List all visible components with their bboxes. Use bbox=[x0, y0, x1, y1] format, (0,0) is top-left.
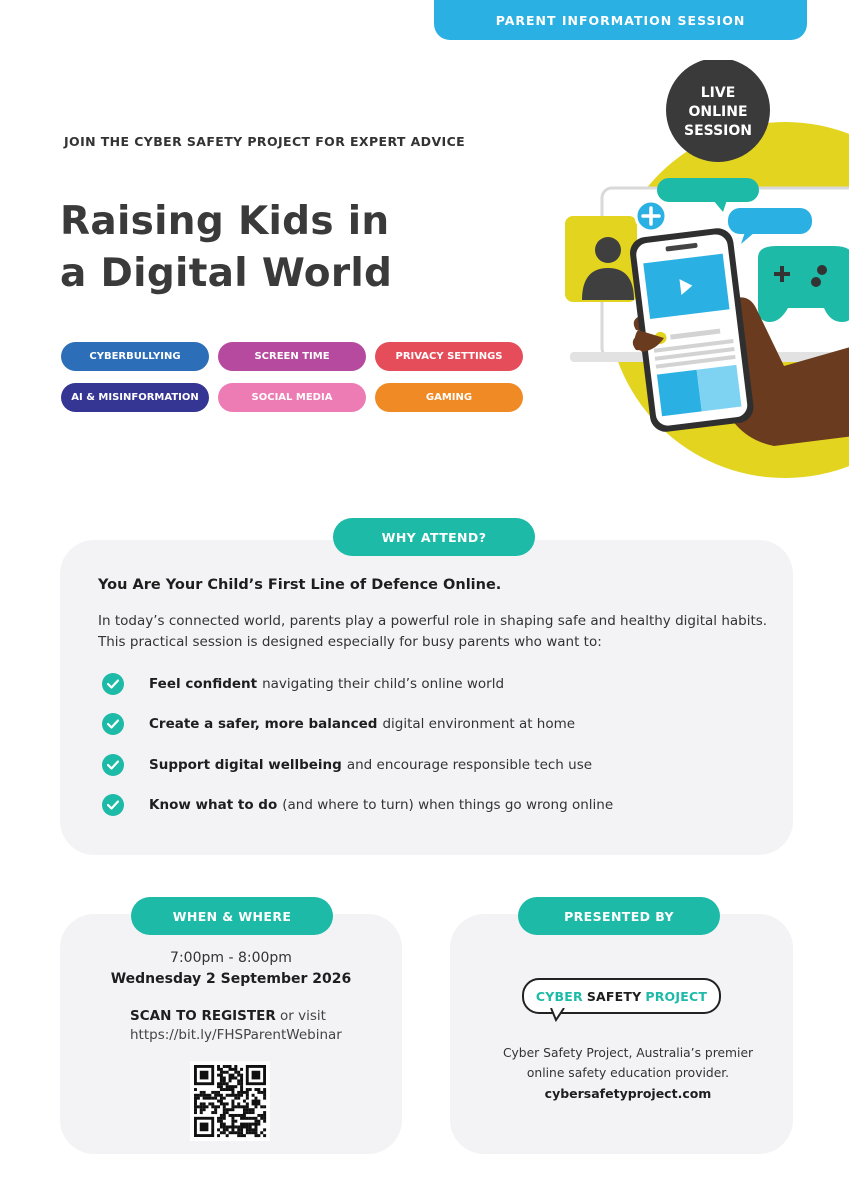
why-attend-label: WHY ATTEND? bbox=[333, 518, 535, 556]
benefit-text: digital environment at home bbox=[382, 716, 576, 732]
check-icon bbox=[102, 673, 124, 695]
benefit-item bbox=[102, 794, 613, 816]
logo-word-cyber: CYBER bbox=[535, 988, 583, 1004]
why-attend-title: You Are Your Child’s First Line of Defence Online. bbox=[98, 577, 502, 593]
or-visit-text: or visit bbox=[280, 1008, 326, 1024]
benefit-bold: Create a safer, more balanced bbox=[149, 716, 378, 732]
benefit-bold: Support digital wellbeing bbox=[149, 757, 342, 773]
when-where-label: WHEN & WHERE bbox=[131, 897, 333, 935]
user-icon bbox=[595, 237, 621, 263]
registration-qr-code[interactable] bbox=[190, 1061, 270, 1141]
live-badge-line-2: ONLINE bbox=[688, 104, 748, 120]
topic-tag-screen-time: SCREEN TIME bbox=[218, 342, 366, 371]
logo-word-project: PROJECT bbox=[645, 988, 708, 1004]
benefit-item bbox=[102, 754, 592, 776]
presenter-website-link[interactable]: cybersafetyproject.com bbox=[544, 1086, 712, 1101]
why-attend-intro: In today’s connected world, parents play a powerful role in shaping safe and healthy digital habits. This practical session is designed especially for busy parents who want to: bbox=[98, 613, 768, 650]
qr-finder-pattern bbox=[252, 1071, 261, 1080]
chat-bubble-blue bbox=[728, 208, 812, 234]
check-icon bbox=[102, 713, 124, 735]
presenter-description bbox=[450, 1043, 806, 1083]
topic-tag-gaming: GAMING bbox=[375, 383, 523, 412]
check-icon bbox=[102, 794, 124, 816]
benefit-text: navigating their child’s online world bbox=[262, 676, 505, 692]
register-link[interactable]: https://bit.ly/FHSParentWebinar bbox=[130, 1027, 342, 1043]
benefit-text: and encourage responsible tech use bbox=[346, 757, 593, 773]
logo-word-safety: SAFETY bbox=[586, 988, 642, 1004]
topic-tag-social-media: SOCIAL MEDIA bbox=[218, 383, 366, 412]
presented-by-card bbox=[450, 914, 793, 1154]
presenter-description-line-1: Cyber Safety Project, Australia’s premier bbox=[502, 1046, 754, 1060]
qr-finder-pattern bbox=[200, 1123, 209, 1132]
scan-to-register-text: SCAN TO REGISTER bbox=[130, 1008, 276, 1024]
topic-tag-cyberbullying: CYBERBULLYING bbox=[61, 342, 209, 371]
topic-tag-privacy-settings: PRIVACY SETTINGS bbox=[375, 342, 523, 371]
hero-illustration bbox=[560, 60, 849, 490]
page-title bbox=[60, 196, 440, 300]
live-badge-line-1: LIVE bbox=[700, 85, 736, 101]
benefit-item bbox=[102, 713, 575, 735]
eyebrow-text: JOIN THE CYBER SAFETY PROJECT FOR EXPERT ADVICE bbox=[64, 134, 466, 149]
qr-finder-pattern bbox=[200, 1071, 209, 1080]
benefit-item bbox=[102, 673, 504, 695]
register-instruction bbox=[130, 1008, 326, 1024]
benefit-bold: Know what to do bbox=[149, 797, 278, 813]
event-date: Wednesday 2 September 2026 bbox=[110, 971, 352, 987]
chat-bubble-teal bbox=[657, 178, 759, 202]
title-line-2: a Digital World bbox=[60, 251, 393, 296]
live-badge-line-3: SESSION bbox=[683, 123, 753, 139]
topic-tag-ai-misinformation: AI & MISINFORMATION bbox=[61, 383, 209, 412]
presented-by-label: PRESENTED BY bbox=[518, 897, 720, 935]
benefit-text: (and where to turn) when things go wrong online bbox=[282, 797, 614, 813]
speech-tail-icon bbox=[550, 1008, 566, 1022]
check-icon bbox=[102, 754, 124, 776]
event-time: 7:00pm - 8:00pm bbox=[170, 950, 292, 966]
presenter-description-line-2: online safety education provider. bbox=[526, 1066, 730, 1080]
title-line-1: Raising Kids in bbox=[60, 199, 390, 244]
session-type-banner: PARENT INFORMATION SESSION bbox=[434, 0, 807, 40]
benefit-bold: Feel confident bbox=[149, 676, 258, 692]
